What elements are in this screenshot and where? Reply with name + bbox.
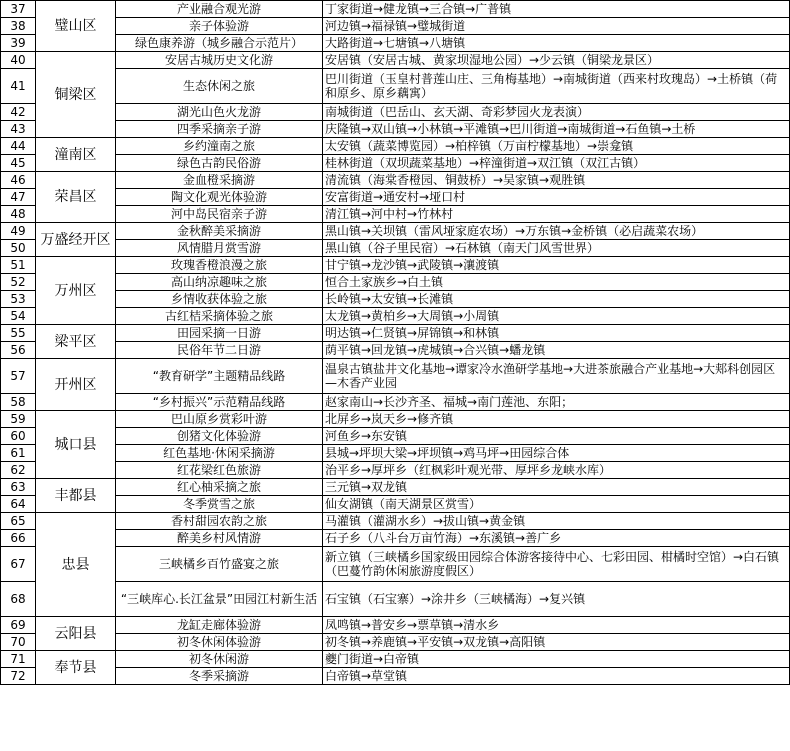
- route-cell: 温泉古镇盐井文化基地→谭家冷水渔研学基地→大进茶旅融合产业基地→大郏科创园区—木香产业园: [323, 359, 790, 394]
- route-cell: 大路街道→七塘镇→八塘镇: [323, 35, 790, 52]
- district-cell: 奉节县: [36, 651, 116, 685]
- row-number: 52: [1, 274, 36, 291]
- row-number: 38: [1, 18, 36, 35]
- row-number: 68: [1, 582, 36, 617]
- district-cell: 丰都县: [36, 479, 116, 513]
- row-number: 65: [1, 513, 36, 530]
- route-cell: 黑山镇→关坝镇（雷风垭家庭农场）→万东镇→金桥镇（必启蔬菜农场）: [323, 223, 790, 240]
- theme-cell: 金血橙采摘游: [116, 172, 323, 189]
- district-cell: 万盛经开区: [36, 223, 116, 257]
- row-number: 44: [1, 138, 36, 155]
- route-cell: 荫平镇→回龙镇→虎城镇→合兴镇→蟠龙镇: [323, 342, 790, 359]
- row-number: 53: [1, 291, 36, 308]
- table-row: [1, 155, 790, 172]
- route-cell: 庆隆镇→双山镇→小林镇→平滩镇→巴川街道→南城街道→石鱼镇→土桥: [323, 121, 790, 138]
- theme-cell: 初冬休闲游: [116, 651, 323, 668]
- table-row: [1, 651, 790, 668]
- table-row: [1, 35, 790, 52]
- theme-cell: 玫瑰香橙浪漫之旅: [116, 257, 323, 274]
- theme-cell: “乡村振兴”示范精品线路: [116, 394, 323, 411]
- theme-cell: 乡约潼南之旅: [116, 138, 323, 155]
- theme-cell: 安居古城历史文化游: [116, 52, 323, 69]
- table-row: [1, 308, 790, 325]
- table-row: [1, 1, 790, 18]
- theme-cell: 古红桔采摘体验之旅: [116, 308, 323, 325]
- route-cell: 河边镇→福禄镇→璧城街道: [323, 18, 790, 35]
- row-number: 63: [1, 479, 36, 496]
- row-number: 37: [1, 1, 36, 18]
- route-cell: 石子乡（八斗台万亩竹海）→东溪镇→善广乡: [323, 530, 790, 547]
- table-row: [1, 325, 790, 342]
- row-number: 60: [1, 428, 36, 445]
- row-number: 69: [1, 617, 36, 634]
- table-row: [1, 582, 790, 617]
- table-row: [1, 496, 790, 513]
- theme-cell: 三峡橘乡百竹盛宴之旅: [116, 547, 323, 582]
- route-cell: 南城街道（巴岳山、玄天湖、奇彩梦园火龙表演）: [323, 104, 790, 121]
- table-body: [1, 1, 790, 685]
- row-number: 47: [1, 189, 36, 206]
- route-cell: 甘宁镇→龙沙镇→武陵镇→瀼渡镇: [323, 257, 790, 274]
- row-number: 42: [1, 104, 36, 121]
- row-number: 64: [1, 496, 36, 513]
- theme-cell: 香村甜园农韵之旅: [116, 513, 323, 530]
- theme-cell: 初冬休闲体验游: [116, 634, 323, 651]
- row-number: 56: [1, 342, 36, 359]
- theme-cell: 创猪文化体验游: [116, 428, 323, 445]
- district-cell: 铜梁区: [36, 52, 116, 138]
- district-cell: 荣昌区: [36, 172, 116, 223]
- route-cell: 太龙镇→黄柏乡→大周镇→小周镇: [323, 308, 790, 325]
- route-cell: 白帝镇→草堂镇: [323, 668, 790, 685]
- district-cell: 忠县: [36, 513, 116, 617]
- table-row: [1, 668, 790, 685]
- district-cell: 万州区: [36, 257, 116, 325]
- table-row: [1, 223, 790, 240]
- row-number: 66: [1, 530, 36, 547]
- row-number: 61: [1, 445, 36, 462]
- row-number: 45: [1, 155, 36, 172]
- theme-cell: 产业融合观光游: [116, 1, 323, 18]
- table-row: [1, 428, 790, 445]
- row-number: 72: [1, 668, 36, 685]
- table-row: [1, 121, 790, 138]
- row-number: 51: [1, 257, 36, 274]
- table-row: [1, 530, 790, 547]
- table-row: [1, 240, 790, 257]
- row-number: 50: [1, 240, 36, 257]
- row-number: 54: [1, 308, 36, 325]
- row-number: 62: [1, 462, 36, 479]
- row-number: 40: [1, 52, 36, 69]
- table-row: [1, 394, 790, 411]
- route-cell: 桂林街道（双坝蔬菜基地）→梓潼街道→双江镇（双江古镇）: [323, 155, 790, 172]
- theme-cell: 醉美乡村风情游: [116, 530, 323, 547]
- route-cell: 北屏乡→岚天乡→修齐镇: [323, 411, 790, 428]
- table-row: [1, 513, 790, 530]
- table-row: [1, 189, 790, 206]
- route-cell: 石宝镇（石宝寨）→涂井乡（三峡橘海）→复兴镇: [323, 582, 790, 617]
- table-row: [1, 411, 790, 428]
- table-row: [1, 291, 790, 308]
- theme-cell: 高山纳凉趣味之旅: [116, 274, 323, 291]
- table-row: [1, 274, 790, 291]
- route-cell: 县城→坪坝大梁→坪坝镇→鸡马坪→田园综合体: [323, 445, 790, 462]
- row-number: 49: [1, 223, 36, 240]
- route-cell: 安居镇（安居古城、黄家坝湿地公园）→少云镇（铜梁龙景区）: [323, 52, 790, 69]
- theme-cell: 风情腊月赏雪游: [116, 240, 323, 257]
- theme-cell: 绿色康养游（城乡融合示范片）: [116, 35, 323, 52]
- row-number: 71: [1, 651, 36, 668]
- route-cell: 治平乡→厚坪乡（红枫彩叶观光带、厚坪乡龙峡水库）: [323, 462, 790, 479]
- route-cell: 仙女湖镇（南天湖景区赏雪）: [323, 496, 790, 513]
- district-cell: 城口县: [36, 411, 116, 479]
- theme-cell: 巴山原乡赏彩叶游: [116, 411, 323, 428]
- route-cell: 安富街道→通安村→垭口村: [323, 189, 790, 206]
- row-number: 41: [1, 69, 36, 104]
- table-row: [1, 617, 790, 634]
- table-row: [1, 18, 790, 35]
- row-number: 58: [1, 394, 36, 411]
- district-cell: 潼南区: [36, 138, 116, 172]
- table-row: [1, 634, 790, 651]
- route-cell: 清流镇（海棠香橙园、铜鼓桥）→吴家镇→观胜镇: [323, 172, 790, 189]
- table-row: [1, 138, 790, 155]
- theme-cell: 生态休闲之旅: [116, 69, 323, 104]
- route-cell: 清江镇→河中村→竹林村: [323, 206, 790, 223]
- district-cell: 璧山区: [36, 1, 116, 52]
- row-number: 59: [1, 411, 36, 428]
- theme-cell: 红色基地·休闲采摘游: [116, 445, 323, 462]
- theme-cell: 四季采摘亲子游: [116, 121, 323, 138]
- theme-cell: 金秋醉美采摘游: [116, 223, 323, 240]
- district-cell: 云阳县: [36, 617, 116, 651]
- table-row: [1, 52, 790, 69]
- table-row: [1, 342, 790, 359]
- row-number: 43: [1, 121, 36, 138]
- theme-cell: 民俗年节二日游: [116, 342, 323, 359]
- table-row: [1, 206, 790, 223]
- table-row: [1, 445, 790, 462]
- route-cell: 河鱼乡→东安镇: [323, 428, 790, 445]
- theme-cell: 绿色古韵民俗游: [116, 155, 323, 172]
- table-row: [1, 172, 790, 189]
- theme-cell: 红心柚采摘之旅: [116, 479, 323, 496]
- route-cell: 赵家南山→长沙齐圣、福城→南门莲池、东阳；: [323, 394, 790, 411]
- district-cell: 梁平区: [36, 325, 116, 359]
- theme-cell: 乡情收获体验之旅: [116, 291, 323, 308]
- theme-cell: 冬季采摘游: [116, 668, 323, 685]
- theme-cell: “教育研学”主题精品线路: [116, 359, 323, 394]
- route-cell: 马灌镇（灌湖水乡）→拔山镇→黄金镇: [323, 513, 790, 530]
- row-number: 55: [1, 325, 36, 342]
- row-number: 70: [1, 634, 36, 651]
- route-cell: 巴川街道（玉皇村普莲山庄、三角梅基地）→南城街道（西来村玫瑰岛）→土桥镇（荷和原乡、原乡藕寓）: [323, 69, 790, 104]
- route-cell: 丁家街道→健龙镇→三合镇→广普镇: [323, 1, 790, 18]
- route-cell: 新立镇（三峡橘乡国家级田园综合体游客接待中心、七彩田园、柑橘时空馆）→白石镇（巴蔓竹韵休闲旅游度假区）: [323, 547, 790, 582]
- theme-cell: 田园采摘一日游: [116, 325, 323, 342]
- theme-cell: 亲子体验游: [116, 18, 323, 35]
- row-number: 39: [1, 35, 36, 52]
- theme-cell: 陶文化观光体验游: [116, 189, 323, 206]
- route-cell: 初冬镇→养鹿镇→平安镇→双龙镇→高阳镇: [323, 634, 790, 651]
- route-cell: 三元镇→双龙镇: [323, 479, 790, 496]
- table-row: [1, 479, 790, 496]
- theme-cell: 红花梁红色旅游: [116, 462, 323, 479]
- route-cell: 恒合土家族乡→白土镇: [323, 274, 790, 291]
- route-cell: 凤鸣镇→普安乡→票草镇→清水乡: [323, 617, 790, 634]
- table-row: [1, 462, 790, 479]
- table-row: [1, 257, 790, 274]
- route-cell: 黑山镇（谷子里民宿）→石林镇（南天门风雪世界）: [323, 240, 790, 257]
- theme-cell: 龙缸走廊体验游: [116, 617, 323, 634]
- route-cell: 夔门街道→白帝镇: [323, 651, 790, 668]
- table-row: [1, 69, 790, 104]
- table-row: [1, 547, 790, 582]
- route-cell: 长岭镇→太安镇→长滩镇: [323, 291, 790, 308]
- row-number: 48: [1, 206, 36, 223]
- table-row: [1, 104, 790, 121]
- row-number: 67: [1, 547, 36, 582]
- theme-cell: 河中岛民宿亲子游: [116, 206, 323, 223]
- route-cell: 太安镇（蔬菜博览园）→柏梓镇（万亩柠檬基地）→崇龛镇: [323, 138, 790, 155]
- theme-cell: “三峡库心.长江盆景”田园江村新生活: [116, 582, 323, 617]
- row-number: 46: [1, 172, 36, 189]
- theme-cell: 湖光山色火龙游: [116, 104, 323, 121]
- table-row: [1, 359, 790, 394]
- route-cell: 明达镇→仁贤镇→屏锦镇→和林镇: [323, 325, 790, 342]
- theme-cell: 冬季赏雪之旅: [116, 496, 323, 513]
- district-cell: 开州区: [36, 359, 116, 411]
- row-number: 57: [1, 359, 36, 394]
